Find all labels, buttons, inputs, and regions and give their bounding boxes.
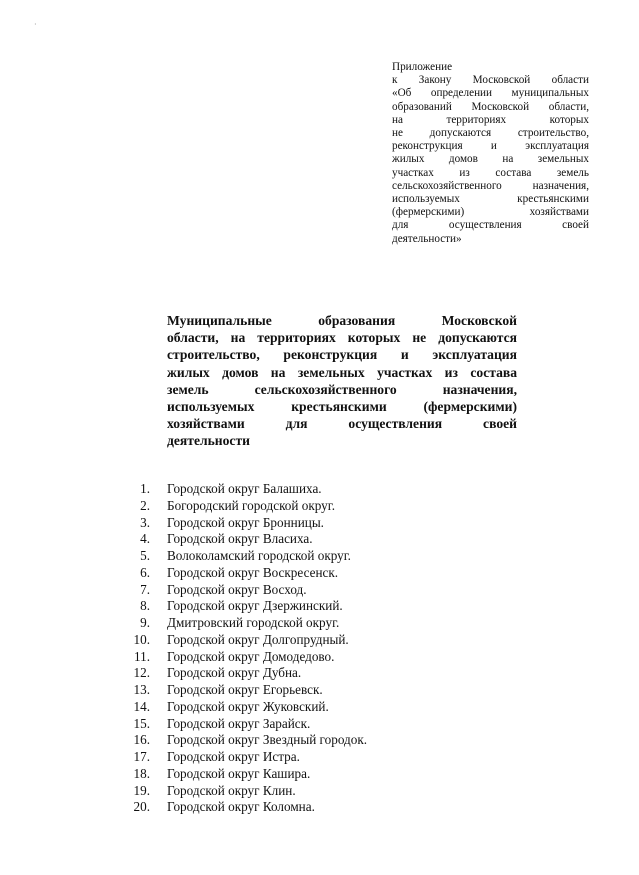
list-item [120, 582, 367, 599]
appendix-line: образований Московской области, [392, 100, 589, 113]
heading-line: используемых крестьянскими (фермерскими) [167, 399, 517, 415]
item-text: Городской округ Дубна. [167, 665, 302, 681]
list-item [120, 682, 367, 699]
item-number: 7. [140, 581, 150, 597]
item-text: Городской округ Восход. [167, 581, 307, 597]
item-text: Городской округ Клин. [167, 782, 296, 798]
item-number: 13. [133, 682, 150, 697]
item-number: 11. [134, 648, 150, 664]
heading-line: жилых домов на земельных участках из состава [167, 364, 517, 380]
heading-line: хозяйствами для осуществления своей [167, 416, 517, 432]
item-number: 19. [133, 782, 150, 798]
list-item [120, 548, 367, 565]
list-item [120, 598, 367, 615]
scan-speck: · [34, 20, 37, 29]
municipality-list [120, 481, 367, 816]
list-item [120, 766, 367, 783]
item-text: Городской округ Балашиха. [167, 481, 322, 496]
item-text: Городской округ Долгопрудный. [167, 631, 349, 647]
list-item [120, 498, 367, 515]
document-heading [167, 312, 517, 450]
item-number: 20. [133, 799, 150, 815]
list-item [120, 565, 367, 582]
item-text: Дмитровский городской округ. [167, 615, 340, 630]
list-item [120, 783, 367, 800]
item-text: Городской округ Звездный городок. [167, 732, 368, 748]
list-item [120, 531, 367, 548]
appendix-note [392, 61, 589, 246]
item-number: 6. [140, 564, 150, 580]
appendix-line: жилых домов на земельных [392, 153, 589, 166]
item-number: 1. [140, 481, 150, 496]
item-number: 9. [140, 615, 150, 630]
list-item [120, 716, 367, 733]
item-number: 5. [140, 548, 150, 563]
item-number: 17. [133, 749, 150, 764]
item-text: Городской округ Истра. [167, 749, 300, 764]
list-item [120, 732, 367, 749]
appendix-line: (фермерскими) хозяйствами [392, 206, 589, 219]
appendix-line: деятельности» [392, 232, 462, 245]
list-item [120, 615, 367, 632]
list-item [120, 481, 367, 498]
heading-line: строительство, реконструкция и эксплуатация [167, 347, 517, 363]
appendix-line: реконструкция и эксплуатация [392, 140, 589, 153]
item-number: 12. [133, 665, 150, 681]
list-item [120, 699, 367, 716]
heading-line: земель сельскохозяйственного назначения, [167, 381, 517, 397]
appendix-line: Приложение [392, 61, 453, 73]
item-text: Богородский городской округ. [167, 497, 335, 513]
list-item [120, 649, 367, 666]
item-number: 3. [140, 514, 150, 530]
item-text: Городской округ Коломна. [167, 799, 315, 815]
item-text: Городской округ Воскресенск. [167, 564, 339, 580]
item-text: Городской округ Бронницы. [167, 514, 324, 530]
item-number: 16. [133, 732, 150, 748]
item-number: 15. [133, 715, 150, 731]
list-item [120, 632, 367, 649]
appendix-line: на территориях которых [392, 113, 589, 126]
appendix-line: не допускаются строительство, [392, 127, 589, 140]
item-text: Городской округ Егорьевск. [167, 682, 323, 697]
list-item [120, 799, 367, 816]
item-text: Городской округ Домодедово. [167, 648, 335, 664]
item-text: Городской округ Власиха. [167, 531, 313, 547]
heading-line: Муниципальные образования Московской [167, 313, 517, 328]
list-item [120, 749, 367, 766]
item-number: 2. [140, 497, 150, 513]
item-number: 10. [133, 631, 150, 647]
appendix-line: к Закону Московской области [392, 74, 589, 87]
item-number: 4. [140, 531, 150, 547]
item-number: 8. [140, 598, 150, 614]
item-number: 14. [133, 698, 150, 714]
item-text: Городской округ Жуковский. [167, 698, 329, 714]
item-text: Городской округ Зарайск. [167, 715, 311, 731]
item-text: Городской округ Кашира. [167, 765, 311, 781]
heading-line: деятельности [167, 433, 250, 449]
item-number: 18. [133, 765, 150, 781]
list-item [120, 515, 367, 532]
appendix-line: для осуществления своей [392, 219, 589, 232]
list-item [120, 665, 367, 682]
heading-line: области, на территориях которых не допускаются [167, 330, 517, 346]
appendix-line: «Об определении муниципальных [392, 87, 589, 100]
item-text: Городской округ Дзержинский. [167, 598, 343, 614]
item-text: Волоколамский городской округ. [167, 548, 351, 563]
appendix-line: используемых крестьянскими [392, 193, 589, 206]
appendix-line: сельскохозяйственного назначения, [392, 179, 589, 192]
appendix-line: участках из состава земель [392, 166, 589, 179]
